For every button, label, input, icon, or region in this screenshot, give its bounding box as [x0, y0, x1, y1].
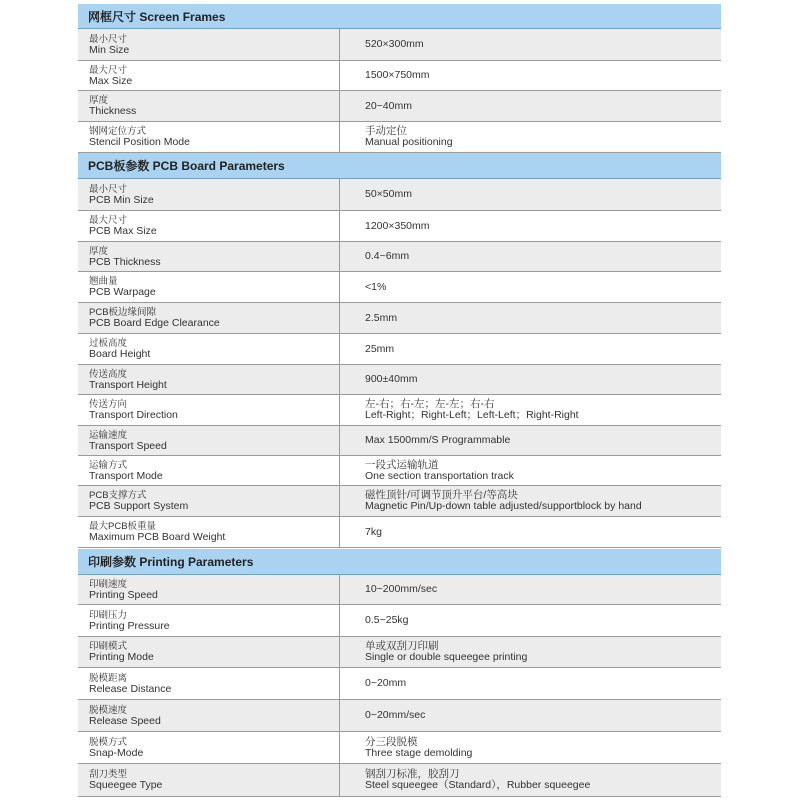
spec-label-zh: 厚度 [89, 95, 109, 106]
spec-label-en: Printing Speed [89, 588, 158, 601]
spec-label-zh: 运输方式 [89, 459, 128, 471]
spec-row [78, 122, 721, 153]
spec-value-line-2: Magnetic Pin/Up-down table adjusted/supportblock by hand [365, 500, 642, 512]
spec-label-en: PCB Min Size [89, 193, 154, 206]
spec-value-line: 7kg [365, 525, 382, 538]
spec-row [78, 426, 721, 456]
spec-value [340, 668, 721, 699]
spec-label-zh: 最小尺寸 [89, 183, 128, 195]
spec-label [78, 365, 340, 394]
spec-label [78, 732, 340, 763]
spec-value-line: 2.5mm [365, 311, 398, 324]
spec-value-line: 900±40mm [365, 373, 418, 385]
spec-value-line: 分三段脱模 [365, 735, 418, 748]
spec-label [78, 179, 340, 210]
spec-value-line-2: Left-Right；Right-Left；Left-Left；Right-Right [365, 409, 579, 421]
spec-value-line: 单或双刮刀印刷 [365, 640, 439, 652]
spec-label-en: Printing Mode [89, 651, 154, 663]
spec-label-en: PCB Warpage [89, 286, 156, 298]
spec-label [78, 242, 340, 271]
spec-label [78, 517, 340, 547]
spec-value [340, 764, 721, 796]
spec-value-line: 1200×350mm [365, 219, 430, 232]
section-title: 印刷参数 Printing Parameters [88, 555, 254, 569]
spec-label-zh: 运输速度 [89, 429, 128, 441]
spec-label-en: Transport Mode [89, 469, 163, 482]
spec-label-en: Max Size [89, 74, 133, 87]
spec-value-line: 520×300mm [365, 38, 424, 50]
spec-label-zh: 传送高度 [89, 368, 128, 380]
section-header [78, 4, 721, 29]
spec-label-en: Printing Pressure [89, 619, 170, 632]
spec-value-line: 10~200mm/sec [365, 583, 438, 595]
spec-label [78, 605, 340, 636]
spec-value-line: <1% [365, 280, 387, 293]
spec-value [340, 211, 721, 241]
spec-label-en: PCB Thickness [89, 255, 161, 268]
spec-label-en: PCB Support System [89, 500, 189, 512]
spec-value [340, 365, 721, 394]
spec-label-en: Release Distance [89, 682, 172, 695]
spec-value-line: 1500×750mm [365, 69, 430, 81]
spec-value [340, 637, 721, 667]
section-header [78, 549, 721, 575]
spec-label-en: Stencil Position Mode [89, 136, 190, 148]
spec-value-line: 手动定位 [365, 125, 407, 137]
spec-value [340, 575, 721, 604]
spec-row [78, 732, 721, 764]
spec-row [78, 61, 721, 91]
spec-label-en: Transport Direction [89, 409, 178, 421]
section-title: 网框尺寸 Screen Frames [88, 9, 226, 24]
spec-value-line-2: Single or double squeegee printing [365, 651, 528, 663]
spec-value [340, 122, 721, 152]
spec-label [78, 122, 340, 152]
spec-row [78, 179, 721, 211]
spec-label-en: Release Speed [89, 714, 161, 727]
spec-value-line-2: Manual positioning [365, 136, 453, 148]
spec-label-zh: 钢网定位方式 [89, 126, 147, 137]
spec-label-zh: 最小尺寸 [89, 33, 128, 45]
section-header [78, 153, 721, 179]
spec-row [78, 272, 721, 303]
spec-label-en: Thickness [89, 105, 137, 117]
spec-label-zh: 脱模距离 [89, 672, 128, 684]
spec-value [340, 395, 721, 425]
spec-label-zh: 翘曲量 [89, 276, 118, 287]
spec-row [78, 456, 721, 486]
spec-label-en: Snap-Mode [89, 746, 144, 759]
spec-label [78, 29, 340, 60]
spec-label [78, 637, 340, 667]
spec-label-zh: 脱模速度 [89, 704, 128, 716]
spec-label-zh: PCB支撑方式 [89, 490, 147, 501]
spec-label-en: PCB Max Size [89, 225, 157, 237]
spec-row [78, 365, 721, 395]
spec-label-zh: 印刷速度 [89, 578, 128, 590]
spec-value [340, 303, 721, 333]
spec-label-en: Transport Speed [89, 439, 167, 452]
spec-label-zh: 最大PCB板重量 [89, 521, 157, 532]
spec-value-line: 25mm [365, 342, 395, 355]
spec-label [78, 61, 340, 90]
spec-value [340, 272, 721, 302]
spec-label [78, 764, 340, 796]
spec-label-zh: 刮刀类型 [89, 769, 128, 780]
spec-row [78, 211, 721, 242]
spec-row [78, 605, 721, 637]
spec-label [78, 395, 340, 425]
spec-label [78, 575, 340, 604]
spec-value [340, 179, 721, 210]
spec-value-line: 左-右；右-左；左-左；右-右 [365, 398, 495, 410]
spec-value [340, 700, 721, 731]
spec-label [78, 334, 340, 364]
spec-label-zh: 脱模方式 [89, 736, 128, 748]
spec-value-line: 一段式运输轨道 [365, 458, 439, 471]
spec-value-line-2: Steel squeegee（Standard），Rubber squeegee [365, 779, 591, 791]
spec-row [78, 242, 721, 272]
spec-value-line: 0.5~25kg [365, 614, 409, 626]
spec-label [78, 668, 340, 699]
spec-row [78, 700, 721, 732]
spec-label-en: PCB Board Edge Clearance [89, 317, 220, 329]
spec-label-zh: 厚度 [89, 245, 109, 257]
spec-value [340, 242, 721, 271]
section-title: PCB板参数 PCB Board Parameters [88, 159, 285, 173]
spec-label [78, 426, 340, 455]
spec-label-en: Transport Height [89, 378, 167, 391]
spec-row [78, 637, 721, 668]
spec-label-zh: PCB板边缘间隙 [89, 307, 157, 318]
spec-label-en: Squeegee Type [89, 779, 163, 791]
spec-label-zh: 传送方向 [89, 399, 128, 410]
spec-row [78, 334, 721, 365]
spec-value [340, 91, 721, 121]
spec-value [340, 456, 721, 485]
spec-value-line: 钢刮刀标准，胶刮刀 [365, 768, 460, 780]
spec-value-line: 0.4~6mm [365, 250, 410, 262]
spec-sheet [78, 0, 721, 800]
spec-row [78, 91, 721, 122]
spec-label [78, 272, 340, 302]
spec-row [78, 395, 721, 426]
spec-value [340, 517, 721, 547]
spec-value [340, 486, 721, 516]
spec-label [78, 303, 340, 333]
spec-row [78, 575, 721, 605]
spec-row [78, 486, 721, 517]
spec-value-line: 50×50mm [365, 188, 412, 200]
spec-value [340, 605, 721, 636]
spec-label-zh: 印刷模式 [89, 641, 128, 652]
spec-label [78, 456, 340, 485]
spec-label-en: Board Height [89, 348, 151, 360]
spec-label-zh: 最大尺寸 [89, 64, 128, 76]
spec-value-line: 0~20mm/sec [365, 709, 426, 721]
spec-row [78, 517, 721, 548]
spec-value-line-2: Three stage demolding [365, 746, 473, 759]
spec-value-line: 0~20mm [365, 677, 407, 689]
spec-label-zh: 最大尺寸 [89, 215, 128, 226]
spec-row [78, 668, 721, 700]
spec-value [340, 732, 721, 763]
spec-row [78, 303, 721, 334]
spec-value-line: 20~40mm [365, 99, 412, 112]
spec-value [340, 426, 721, 455]
spec-row [78, 764, 721, 797]
spec-value-line: Max 1500mm/S Programmable [365, 434, 511, 446]
spec-label [78, 211, 340, 241]
spec-label [78, 91, 340, 121]
spec-value [340, 29, 721, 60]
spec-label-zh: 印刷压力 [89, 609, 128, 621]
spec-value-line-2: One section transportation track [365, 469, 514, 482]
spec-label-en: Min Size [89, 43, 130, 56]
spec-value-line: 磁性顶针/可调节顶升平台/等高块 [365, 489, 518, 501]
spec-value [340, 61, 721, 90]
spec-label [78, 700, 340, 731]
spec-label-zh: 过板高度 [89, 338, 128, 349]
spec-label [78, 486, 340, 516]
spec-value [340, 334, 721, 364]
spec-row [78, 29, 721, 61]
spec-label-en: Maximum PCB Board Weight [89, 531, 226, 543]
